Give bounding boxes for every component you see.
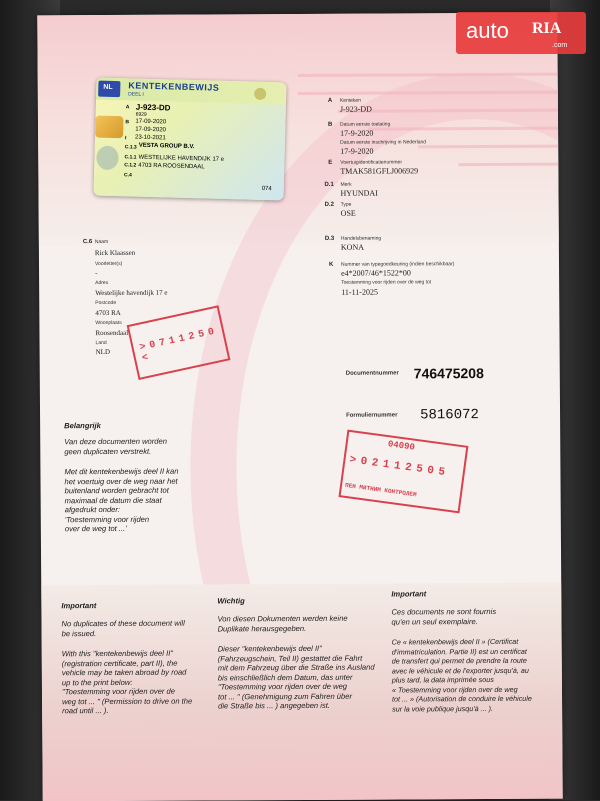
text-line: (registration certificate, part II), the (61, 658, 178, 668)
german-heading: Wichtig (217, 596, 245, 606)
text-line: Von diesen Dokumenten werden keine (217, 613, 348, 624)
card-date-3: 23-10-2021 (134, 134, 166, 142)
card-plate: J-923-DD (135, 102, 171, 113)
text-line: tot ... » (Autorisation de conduire le véhicule (392, 693, 532, 704)
stamp-2-top: 04090 (387, 439, 416, 453)
form-number: 5816072 (420, 407, 479, 424)
card-c11: C.1.1 (124, 154, 137, 161)
text-line: bis einschließlich dem Datum, das unter (217, 672, 353, 682)
card-owner: VESTA GROUP B.V. (138, 142, 195, 151)
text-line: up to the print below: (61, 677, 133, 687)
holder-prefix-label: Voorletter(s) (94, 260, 123, 268)
form-number-label: Formuliernummer (346, 412, 398, 419)
field-value-vin: TMAK581GFLJ006929 (340, 166, 419, 176)
english-paragraph-2 (62, 649, 193, 716)
german-paragraph-1 (217, 614, 347, 634)
field-value-make: HYUNDAI (340, 188, 378, 198)
field-label-first-registration: Datum eerste toelating (340, 121, 391, 128)
card-code-b: B (125, 119, 130, 126)
text-line: tot ... " (Genehmigung zum Fahren über (217, 691, 353, 701)
text-line: Van deze documenten worden (64, 436, 167, 447)
text-line: be issued. (61, 628, 97, 638)
text-line: avec le véhicule et de l'exporter jusqu'à, au (391, 665, 529, 676)
english-heading: Important (61, 601, 97, 611)
english-paragraph-1 (61, 619, 184, 639)
stamp-2-bottom: ПЕН МИТНИМ КОНТРОЛЕМ (344, 481, 417, 499)
document-number-label: Documentnummer (345, 370, 399, 377)
holder-address-label: Adres (95, 279, 109, 287)
text-line: « Toestemming voor rijden over de weg (391, 684, 518, 695)
holder-country: NLD (95, 347, 111, 357)
watermark-brand: auto (466, 18, 509, 43)
field-code-k: K (328, 261, 334, 268)
french-heading: Important (391, 589, 427, 599)
text-line: road until ... ). (62, 706, 109, 716)
text-line: over de weg tot ...' (64, 523, 127, 534)
card-title: KENTEKENBEWIJS (128, 80, 220, 93)
dutch-heading: Belangrijk (64, 421, 101, 431)
field-code-d3: D.3 (324, 235, 335, 242)
field-value-first-registration: 17-9-2020 (340, 128, 374, 138)
field-code-d2: D.2 (324, 201, 334, 208)
text-line: mit dem Fahrzeug über die Straße ins Ausland (217, 662, 375, 673)
field-value-road-permission: 11-11-2025 (341, 287, 378, 297)
card-date-2: 17-09-2020 (135, 126, 166, 134)
document-number: 746475208 (413, 365, 484, 382)
text-line: No duplicates of these document will (61, 618, 185, 629)
holder-name: Rick Klaassen (94, 248, 136, 258)
holder-country-label: Land (95, 340, 107, 347)
card-country: NL (103, 83, 113, 91)
field-value-kenteken: J-923-DD (339, 104, 372, 114)
text-line: 'Toestemming voor rijden (64, 514, 150, 524)
card-code-i: I (124, 135, 127, 142)
field-label-road-permission: Toestemming voor rijden over de weg tot (341, 279, 432, 286)
french-paragraph-2 (392, 637, 532, 714)
text-line: de transfert qui permet de prendre la route (391, 655, 527, 666)
dutch-paragraph-1 (64, 437, 167, 457)
holder-city: Roosendaal (95, 328, 129, 338)
text-line: qu'en un seul exemplaire. (391, 616, 478, 627)
chip-icon (95, 116, 124, 139)
field-code-e: E (328, 159, 333, 166)
watermark-suffix: RIA (532, 20, 562, 37)
dutch-paragraph-2 (64, 467, 178, 534)
field-label-trade-name: Handelsbenaming (340, 235, 382, 242)
watermark-domain: .com (552, 42, 568, 49)
field-label-type-approval: Nummer van typegoedkeuring (indien beschikbaar) (340, 261, 455, 268)
text-line: sur la voie publique jusqu'à ... ). (392, 703, 493, 714)
german-paragraph-2 (218, 644, 375, 711)
eu-flag-icon (98, 81, 120, 98)
holder-address: Westelijke havendijk 17 e (95, 288, 168, 298)
text-line: Met dit kentekenbewijs deel II kan (64, 466, 179, 477)
card-number: 6929 (135, 111, 147, 118)
registration-card-part-1 (93, 78, 286, 201)
text-line: "Toestemming voor rijden over de (61, 686, 176, 697)
card-subtitle: DEEL I (128, 91, 144, 98)
field-value-nl-registration: 17-9-2020 (340, 146, 374, 156)
field-label-type: Type (340, 201, 352, 208)
text-line: het voertuig over de weg naar het (64, 476, 178, 486)
field-code-b: B (328, 121, 333, 128)
text-line: (Fahrzeugschein, Teil II) gestattet die Fahrt (217, 653, 363, 663)
field-label-nl-registration: Datum eerste inschrijving in Nederland (340, 139, 427, 146)
card-c13: C.1.3 (124, 144, 137, 151)
holder-postcode: 4703 RA (95, 308, 121, 318)
field-label-make: Merk (340, 181, 352, 188)
card-address-2: 4703 RA ROOSENDAAL (138, 162, 205, 171)
text-line: With this "kentekenbewijs deel II" (61, 648, 174, 659)
text-line: Ce « kentekenbewijs deel II » (Certificat (391, 636, 519, 647)
text-line: afgedrukt onder: (64, 504, 121, 515)
holder-name-label: Naam (94, 238, 109, 246)
text-line: buitenland worden gebracht tot (64, 485, 169, 496)
card-c12: C.1.2 (124, 162, 137, 169)
text-line: Duplikate herausgegeben. (217, 623, 307, 633)
autoria-watermark (456, 12, 586, 54)
text-line: vehicle may be taken abroad by road (61, 667, 187, 678)
holder-code: C.6 (82, 239, 93, 246)
field-code-a: A (327, 97, 333, 104)
stamp-1-number: > 0 7 1 1 2 5 0 < (138, 327, 215, 365)
holder-postcode-label: Postcode (95, 299, 117, 307)
field-value-type: OSE (340, 208, 356, 218)
text-line: geen duplicaten verstrekt. (64, 446, 152, 456)
field-label-vin: Voertuigidentificatienummer (340, 159, 403, 166)
text-line: "Toestemming voor rijden over de weg (217, 681, 348, 692)
card-serial: 074 (261, 185, 272, 193)
text-line: Ces documents ne sont fournis (391, 606, 497, 617)
text-line: maximaal de datum die staat (64, 495, 162, 505)
holder-prefix: - (95, 269, 98, 278)
text-line: die Straße bis ... ) angegeben ist. (218, 700, 330, 711)
text-line: Dieser "kentekenbewijs deel II" (217, 643, 322, 654)
card-address-1: WESTELIJKE HAVENDIJK 17 e (138, 154, 225, 163)
text-line: plus tard, la data imprimée sous (391, 674, 494, 685)
text-line: weg tot ... " (Permission to drive on the (62, 696, 193, 706)
stamp-2-number: > 0 2 1 1 2 5 0 5 (348, 454, 445, 479)
hologram-icon (96, 146, 119, 171)
holder-city-label: Woonplaats (95, 319, 122, 327)
field-value-type-approval: e4*2007/46*1522*00 (341, 268, 411, 278)
field-label-kenteken: Kenteken (339, 97, 362, 104)
card-date-1: 17-09-2020 (135, 118, 167, 126)
french-paragraph-1 (391, 607, 496, 627)
card-c4: C.4 (123, 172, 132, 179)
card-code-a: A (125, 104, 130, 111)
text-line: d'immatriculation. Partie II) est un certificat (391, 646, 527, 657)
field-value-trade-name: KONA (340, 242, 365, 252)
field-code-d1: D.1 (324, 181, 334, 188)
